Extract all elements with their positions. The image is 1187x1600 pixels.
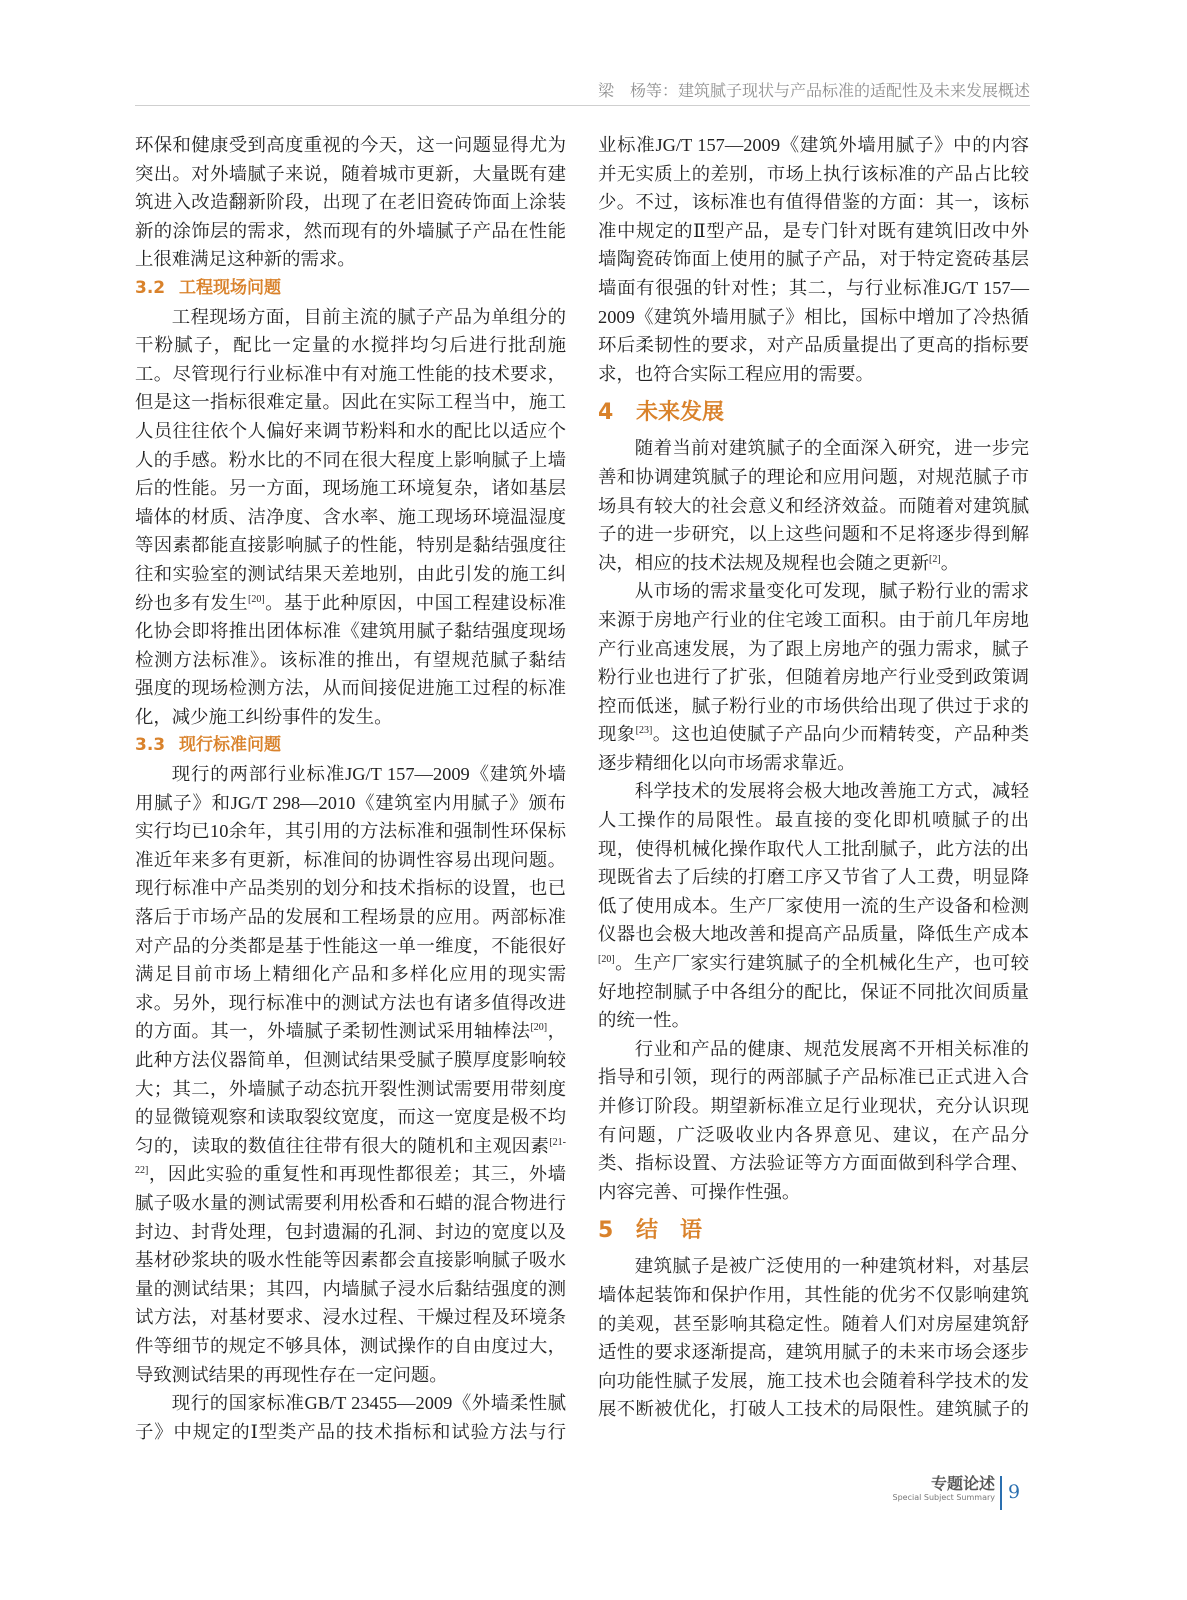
text: ，此种方法仪器简单，但测试结果受腻子膜厚度影响较大；其二，外墙腻子动态抗开裂性测试需要用带刻度的显微镜观察和读取裂纹宽度，而这一宽度是极不均匀的，读取的数值往往带有很大的随机和主观因素 [135, 1021, 566, 1156]
citation: [20] [598, 954, 615, 966]
footer-section: 专题论述 [930, 1474, 995, 1493]
citation: [20] [530, 1022, 548, 1034]
text: 从市场的需求量变化可发现，腻子粉行业的需求来源于房地产行业的住宅竣工面积。由于前几年房地产行业高速发展，为了跟上房地产的强力需求，腻子粉行业也进行了扩张，但随着房地产行业受到政策调控而低迷，腻子粉行业的市场供给出现了供过于求的现象 [598, 581, 1029, 745]
paragraph: 业标准JG/T 157—2009《建筑外墙用腻子》中的内容并无实质上的差别，市场上执行该标准的产品占比较少。不过，该标准也有值得借鉴的方面：其一，该标准中规定的Ⅱ型产品，是专门针对既有建筑旧改中外墙陶瓷砖饰面上使用的腻子产品，对于特定瓷砖基层墙面有很强的针对性；其二，与行业标准JG/T 157—2009《建筑外墙用腻子》相比，国标中增加了冷热循环后柔韧性的要求，对产品质量提出了更高的指标要求，也符合实际工程应用的需要。 [598, 135, 1029, 384]
paragraph: 建筑腻子是被广泛使用的一种建筑材料，对基层墙体起装饰和保护作用，其性能的优劣不仅影响建筑的美观，甚至影响其稳定性。随着人们对房屋建筑舒适性的要求逐渐提高，建筑用腻子的未来市场会逐步向功能性腻子发展，施工技术也会随着科学技术的发展不断被优化，打破人工技术的局限性。建筑腻子的 [598, 1256, 1029, 1420]
footer-divider [1000, 1476, 1002, 1510]
section-number: 3.2 [135, 277, 166, 298]
paragraph: 现行的国家标准GB/T 23455—2009《外墙柔性腻子》中规定的Ⅰ型类产品的技术指标和试验方法与行 [135, 1393, 566, 1442]
text: 随着当前对建筑腻子的全面深入研究，进一步完善和协调建筑腻子的理论和应用问题，对规范腻子市场具有较大的社会意义和经济效益。而随着对建筑腻子的进一步研究，以上这些问题和不足将逐步得到解决，相应的技术法规及规程也会随之更新 [598, 438, 1029, 573]
citation: [20] [248, 593, 265, 605]
text: 科学技术的发展将会极大地改善施工方式，减轻人工操作的局限性。最直接的变化即机喷腻子的出现，使得机械化操作取代人工批刮腻子，此方法的出现既省去了后续的打磨工序又节省了人工费，明显降低了使用成本。生产厂家使用一流的生产设备和检测仪器也会极大地改善和提高产品质量，降低生产成本 [598, 781, 1029, 945]
section-number: 4 [598, 400, 614, 426]
section-number: 3.3 [135, 735, 166, 756]
section-title: 工程现场问题 [179, 277, 281, 298]
section-title: 结 语 [636, 1218, 703, 1244]
left-column [135, 131, 566, 1446]
section-number: 5 [598, 1218, 614, 1244]
footer-section-en: Special Subject Summary [892, 1493, 995, 1503]
paragraph: 行业和产品的健康、规范发展离不开相关标准的指导和引领，现行的两部腻子产品标准已正式进入合并修订阶段。期望新标准立足行业现状，充分认识现有问题，广泛吸收业内各界意见、建议，在产品分类、指标设置、方法验证等方方面面做到科学合理、内容完善、可操作性强。 [598, 1038, 1029, 1202]
paragraph: 环保和健康受到高度重视的今天，这一问题显得尤为突出。对外墙腻子来说，随着城市更新，大量既有建筑进入改造翻新阶段，出现了在老旧瓷砖饰面上涂装新的涂饰层的需求，然而现有的外墙腻子产品在性能上很难满足这种新的需求。 [135, 135, 566, 270]
citation: [2] [929, 553, 941, 565]
footer-section-label [893, 1474, 995, 1503]
text: 。基于此种原因，中国工程建设标准化协会即将推出团体标准《建筑用腻子黏结强度现场检测方法标准》。该标准的推出，有望规范腻子黏结强度的现场检测方法，从而间接促进施工过程的标准化，减少施工纠纷事件的发生。 [135, 592, 566, 727]
paragraph [135, 760, 566, 1389]
section-heading-3-2 [135, 274, 566, 303]
running-header [135, 80, 1030, 106]
citation: [23] [635, 725, 653, 737]
text: ，因此实验的重复性和再现性都很差；其三，外墙腻子吸水量的测试需要利用松香和石蜡的混合物进行封边、封背处理，包封遗漏的孔洞、封边的宽度以及基材砂浆块的吸水性能等因素都会直接影响腻子吸水量的测试结果；其四，内墙腻子浸水后黏结强度的测试方法，对基材要求、浸水过程、干燥过程及环境条件等细节的规定不够具体，测试操作的自由度过大，导致测试结果的再现性存在一定问题。 [135, 1164, 566, 1385]
section-title: 未来发展 [636, 400, 725, 426]
section-heading-3-3 [135, 731, 566, 760]
paragraph [135, 303, 566, 732]
running-title: 梁 杨等：建筑腻子现状与产品标准的适配性及未来发展概述 [597, 81, 1030, 100]
page-number: 9 [1008, 1481, 1021, 1503]
paragraph [598, 777, 1029, 1034]
section-heading-4 [598, 398, 1029, 428]
text: 。 [940, 552, 960, 573]
text: 工程现场方面，目前主流的腻子产品为单组分的干粉腻子，配比一定量的水搅拌均匀后进行批刮施工。尽管现行行业标准中有对施工性能的技术要求，但是这一指标很难定量。因此在实际工程当中，施工人员往往依个人偏好来调节粉料和水的配比以适应个人的手感。粉水比的不同在很大程度上影响腻子上墙后的性能。另一方面，现场施工环境复杂，诸如基层墙体的材质、洁净度、含水率、施工现场环境温湿度等因素都能直接影响腻子的性能，特别是黏结强度往往和实验室的测试结果天差地别，由此引发的施工纠纷也多有发生 [135, 306, 566, 613]
text: 。生产厂家实行建筑腻子的全机械化生产，也可较好地控制腻子中各组分的配比，保证不同批次间质量的统一性。 [598, 953, 1029, 1031]
paragraph [598, 577, 1029, 777]
text: 。这也迫使腻子产品向少而精转变，产品种类逐步精细化以向市场需求靠近。 [598, 724, 1029, 773]
section-heading-5 [598, 1216, 1029, 1246]
section-title: 现行标准问题 [179, 735, 281, 756]
paragraph [598, 434, 1029, 577]
right-column [598, 131, 1029, 1424]
citation: [21-22] [135, 1136, 566, 1177]
text: 现行的两部行业标准JG/T 157—2009《建筑外墙用腻子》和JG/T 298—2010《建筑室内用腻子》颁布实行均已10余年，其引用的方法标准和强制性环保标准近年来多有更新，标准间的协调性容易出现问题。现行标准中产品类别的划分和技术指标的设置，也已落后于市场产品的发展和工程场景的应用。两部标准对产品的分类都是基于性能这一单一维度，不能很好满足目前市场上精细化产品和多样化应用的现实需求。另外，现行标准中的测试方法也有诸多值得改进的方面。其一，外墙腻子柔韧性测试采用轴棒法 [135, 764, 566, 1042]
